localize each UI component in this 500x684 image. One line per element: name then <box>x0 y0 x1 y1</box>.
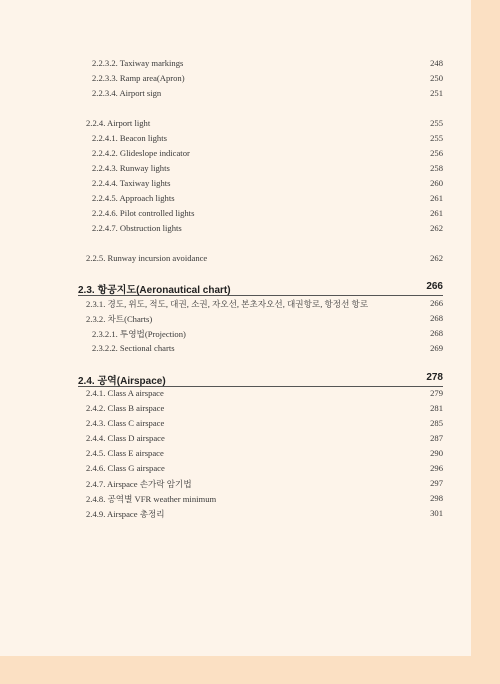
toc-entry-label: 2.4.8. 공역별 VFR weather minimum <box>86 494 217 504</box>
toc-entry-page: 287 <box>430 433 443 443</box>
toc-entry-label: 2.2.4. Airport light <box>86 118 151 128</box>
toc-entry-label: 2.2.4.1. Beacon lights <box>92 133 167 143</box>
toc-entry <box>0 388 471 402</box>
toc-entry-page: 279 <box>430 388 443 398</box>
toc-entry-page: 251 <box>430 88 443 98</box>
toc-entry <box>0 478 471 492</box>
toc-entry <box>0 313 471 327</box>
toc-entry-page: 255 <box>430 133 443 143</box>
toc-entry-page: 255 <box>430 118 443 128</box>
toc-entry-page: 262 <box>430 253 443 263</box>
toc-entry-label: 2.2.4.7. Obstruction lights <box>92 223 182 233</box>
toc-entry-page: 298 <box>430 493 443 503</box>
toc-entry-page: 248 <box>430 58 443 68</box>
toc-entry <box>0 433 471 447</box>
toc-section-page: 266 <box>426 281 443 292</box>
toc-entry-label: 2.2.3.2. Taxiway markings <box>92 58 184 68</box>
toc-entry-page: 281 <box>430 403 443 413</box>
toc-entry-page: 262 <box>430 223 443 233</box>
toc-entry <box>0 493 471 507</box>
toc-entry <box>0 208 471 222</box>
toc-entry-page: 258 <box>430 163 443 173</box>
toc-entry-label: 2.4.4. Class D airspace <box>86 433 165 443</box>
toc-entry <box>0 163 471 177</box>
toc-entry <box>0 178 471 192</box>
toc-entry-page: 261 <box>430 208 443 218</box>
toc-entry-label: 2.2.4.5. Approach lights <box>92 193 175 203</box>
toc-entry <box>0 193 471 207</box>
toc-entry-label: 2.2.4.3. Runway lights <box>92 163 170 173</box>
toc-entry-label: 2.4.7. Airspace 손가락 암기법 <box>86 479 192 489</box>
toc-section-page: 278 <box>426 372 443 383</box>
toc-entry-label: 2.4.3. Class C airspace <box>86 418 165 428</box>
toc-entry-label: 2.4.6. Class G airspace <box>86 463 165 473</box>
toc-section-title: 2.3. 항공지도(Aeronautical chart) <box>78 285 231 296</box>
toc-entry-page: 296 <box>430 463 443 473</box>
toc-entry <box>0 148 471 162</box>
toc-entry <box>0 463 471 477</box>
toc-entry-page: 268 <box>430 313 443 323</box>
toc-section-title: 2.4. 공역(Airspace) <box>78 376 166 387</box>
toc-entry <box>0 88 471 102</box>
toc-entry <box>0 118 471 132</box>
toc-entry-label: 2.4.9. Airspace 총정리 <box>86 509 165 519</box>
toc-entry-label: 2.4.5. Class E airspace <box>86 448 164 458</box>
toc-entry-label: 2.2.5. Runway incursion avoidance <box>86 253 208 263</box>
toc-entry-page: 260 <box>430 178 443 188</box>
toc-entry-label: 2.2.3.4. Airport sign <box>92 88 162 98</box>
toc-entry-label: 2.2.3.3. Ramp area(Apron) <box>92 73 185 83</box>
toc-entry-label: 2.4.2. Class B airspace <box>86 403 165 413</box>
toc-entry-label: 2.2.4.6. Pilot controlled lights <box>92 208 195 218</box>
toc-entry-page: 266 <box>430 298 443 308</box>
toc-entry-label: 2.3.2.2. Sectional charts <box>92 343 175 353</box>
toc-entry <box>0 418 471 432</box>
toc-entry <box>0 253 471 267</box>
section-divider <box>78 386 443 387</box>
toc-entry <box>0 343 471 357</box>
toc-entry-label: 2.3.2.1. 투영법(Projection) <box>92 329 186 339</box>
toc-entry-label: 2.3.2. 차트(Charts) <box>86 314 153 324</box>
toc-entry <box>0 58 471 72</box>
toc-entry-page: 269 <box>430 343 443 353</box>
toc-entry-page: 297 <box>430 478 443 488</box>
toc-entry <box>0 403 471 417</box>
toc-entry-label: 2.3.1. 경도, 위도, 적도, 대권, 소권, 자오선, 본초자오선, 대권항로, 항정선 항로 <box>86 299 369 309</box>
toc-entry <box>0 508 471 522</box>
toc-entry <box>0 73 471 87</box>
section-divider <box>78 295 443 296</box>
toc-entry-page: 261 <box>430 193 443 203</box>
toc-entry-page: 301 <box>430 508 443 518</box>
toc-entry-page: 250 <box>430 73 443 83</box>
toc-entry-label: 2.2.4.4. Taxiway lights <box>92 178 171 188</box>
toc-entry-page: 290 <box>430 448 443 458</box>
toc-entry <box>0 223 471 237</box>
toc-entry-page: 268 <box>430 328 443 338</box>
toc-entry <box>0 133 471 147</box>
toc-entry <box>0 328 471 342</box>
toc-entry-label: 2.4.1. Class A airspace <box>86 388 164 398</box>
toc-entry-page: 285 <box>430 418 443 428</box>
toc-entry <box>0 448 471 462</box>
toc-entry <box>0 298 471 312</box>
toc-entry-page: 256 <box>430 148 443 158</box>
toc-entry-label: 2.2.4.2. Glideslope indicator <box>92 148 190 158</box>
